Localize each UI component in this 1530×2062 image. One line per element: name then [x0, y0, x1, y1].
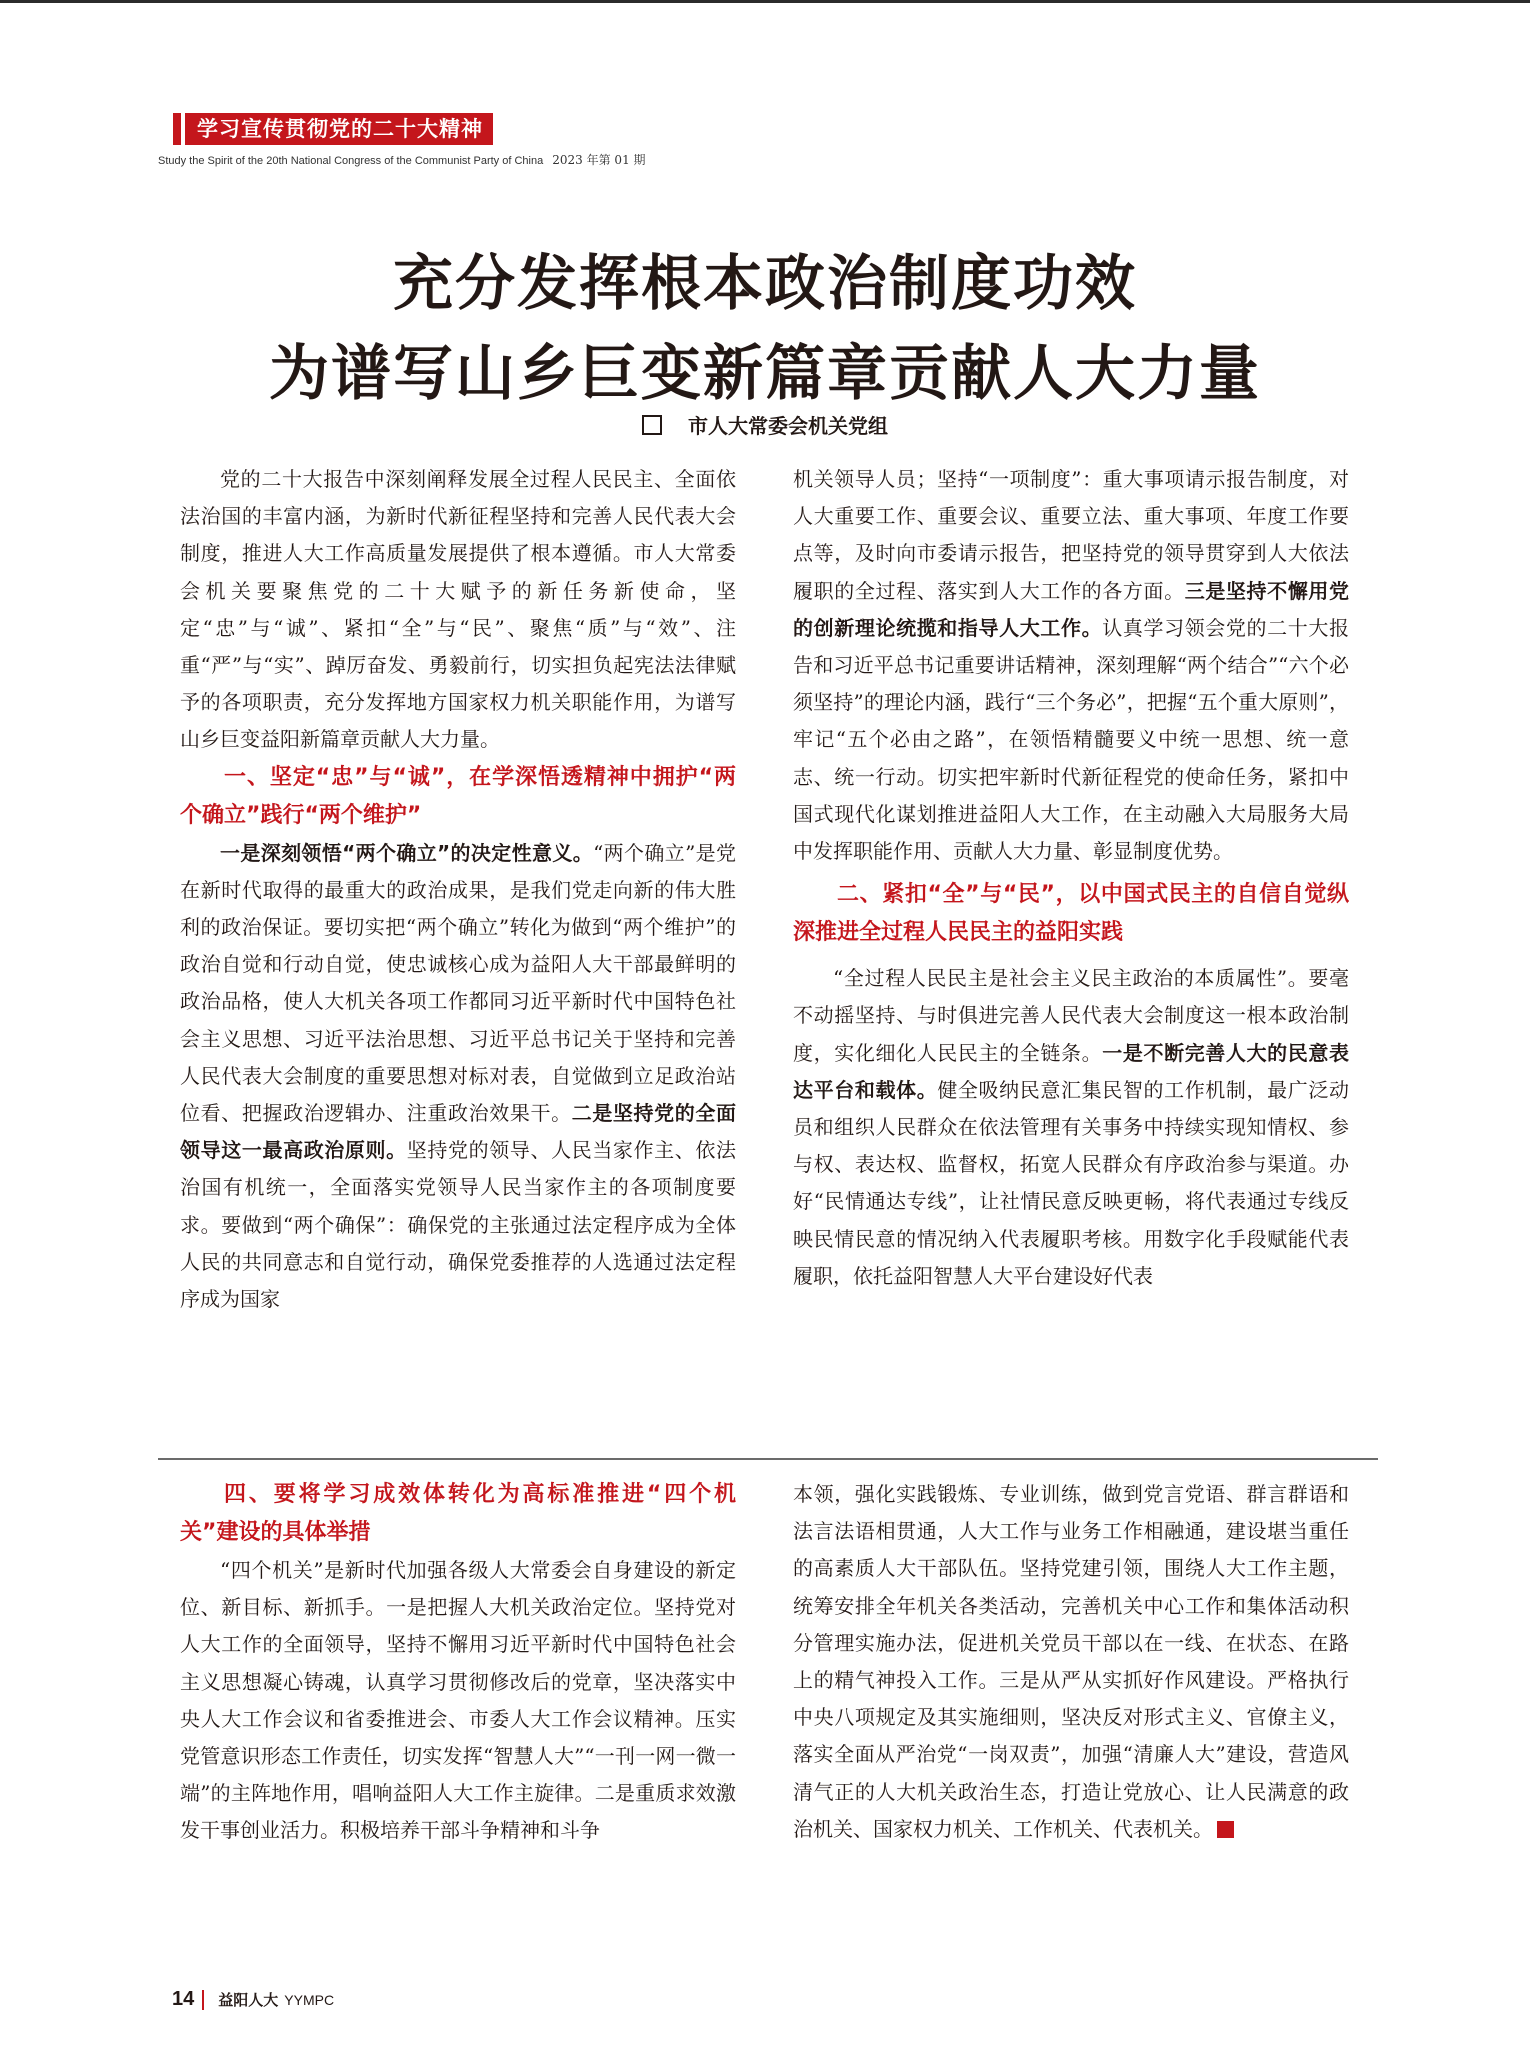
publication-name: 益阳人大 — [218, 1991, 279, 2009]
page-number: 14 — [172, 1988, 195, 2010]
section-subtitle — [158, 151, 646, 168]
page-footer — [172, 1988, 334, 2011]
paragraph-section-2 — [793, 960, 1349, 1295]
article-title-line-2: 为谱写山乡巨变新篇章贡献人大力量 — [269, 339, 1261, 409]
section-label: 学习宣传贯彻党的二十大精神 — [185, 113, 493, 145]
banner-accent-bar — [173, 113, 181, 145]
top-rule — [0, 0, 1530, 3]
body-text: 坚持党的领导、人民当家作主、依法治国有机统一，全面落实党领导人民当家作主的各项制度要求。要做到“两个确保”：确保党的主张通过法定程序成为全体人民的共同意志和自觉行动，确保党委推荐的人选通过法定程序成为国家 — [180, 1138, 737, 1312]
paragraph-section-4: “四个机关”是新时代加强各级人大常委会自身建设的新定位、新目标、新抓手。一是把握人大机关政治定位。坚持党对人大工作的全面领导，坚持不懈用习近平新时代中国特色社会主义思想凝心铸魂，认真学习贯彻修改后的党章，坚决落实中央人大工作会议和省委推进会、市委人大工作会议精神。压实党管意识形态工作责任，切实发挥“智慧人大”“一刊一网一微一端”的主阵地作用，唱响益阳人大工作主旋律。二是重质求效激发干事创业活力。积极培养干部斗争精神和斗争 — [180, 1558, 736, 1843]
column-upper-right — [793, 461, 1349, 1295]
column-lower-right — [793, 1476, 1349, 1848]
intro-paragraph: 党的二十大报告中深刻阐释发展全过程人民民主、全面依法治国的丰富内涵，为新时代新征程坚持和完善人民代表大会制度，推进人大工作高质量发展提供了根本遵循。市人大常委会机关要聚焦党的二十大赋予的新任务新使命，坚定“忠”与“诚”、紧扣“全”与“民”、聚焦“质”与“效”、注重“严”与“实”、踔厉奋发、勇毅前行，切实担负起宪法法律赋予的各项职责，充分发挥地方国家权力机关职能作用，为谱写山乡巨变益阳新篇章贡献人大力量。 — [180, 467, 736, 752]
paragraph-continued — [793, 461, 1349, 870]
heading-section-2: 二、紧扣“全”与“民”，以中国式民主的自信自觉纵深推进全过程人民民主的益阳实践 — [793, 882, 1349, 946]
body-text: “两个确立”是党在新时代取得的最重大的政治成果，是我们党走向新的伟大胜利的政治保证。要切实把“两个确立”转化为做到“两个维护”的政治自觉和行动自觉，使忠诚核心成为益阳人大干部最鲜明的政治品格，使人大机关各项工作都同习近平新时代中国特色社会主义思想、习近平法治思想、习近平总书记关于坚持和完善人民代表大会制度的重要思想对标对表，自觉做到立足政治站位看、把握政治逻辑办、注重政治效果干。 — [180, 840, 737, 1126]
bold-lead-1: 一是深刻领悟“两个确立”的决定性意义。 — [220, 840, 594, 865]
end-mark-icon — [1217, 1821, 1234, 1838]
paragraph-section-1 — [180, 835, 736, 1319]
subtitle-english: Study the Spirit of the 20th National Congress of the Communist Party of China — [158, 155, 544, 167]
heading-section-4: 四、要将学习成效体转化为高标准推进“四个机关”建设的具体举措 — [180, 1482, 736, 1545]
body-text: 认真学习领会党的二十大报告和习近平总书记重要讲话精神，深刻理解“两个结合”“六个必须坚持”的理论内涵，践行“三个务必”，把握“五个重大原则”，牢记“五个必由之路”，在领悟精髓要义中统一思想、统一意志、统一行动。切实把牢新时代新征程党的使命任务，紧扣中国式现代化谋划推进益阳人大工作，在主动融入大局服务大局中发挥职能作用、贡献人大力量、彰显制度优势。 — [793, 615, 1350, 864]
bold-lead-4: 一是不断完善人大的民意表达平台和载体。 — [793, 1040, 1350, 1102]
article-title-line-1: 充分发挥根本政治制度功效 — [393, 249, 1137, 319]
section-banner — [173, 113, 493, 145]
bold-lead-2: 二是坚持党的全面领导这一最高政治原则。 — [180, 1101, 737, 1163]
column-upper-left — [180, 461, 736, 1318]
article-author — [0, 410, 1530, 439]
issue-number: 2023 年第 01 期 — [552, 153, 646, 167]
heading-section-1: 一、坚定“忠”与“诚”，在学深悟透精神中拥护“两个确立”践行“两个维护” — [180, 764, 736, 828]
square-bullet-icon — [642, 415, 662, 435]
section-divider — [158, 1458, 1378, 1460]
column-lower-left — [180, 1476, 736, 1850]
bold-lead-3: 三是坚持不懈用党的创新理论统揽和指导人大工作。 — [793, 578, 1350, 640]
body-text: 本领，强化实践锻炼、专业训练，做到党言党语、群言群语和法言法语相贯通，人大工作与业务工作相融通，建设堪当重任的高素质人大干部队伍。坚持党建引领，围绕人大工作主题，统筹安排全年机关各类活动，完善机关中心工作和集体活动积分管理实施办法，促进机关党员干部以在一线、在状态、在路上的精气神投入工作。三是从严从实抓好作风建设。严格执行中央八项规定及其实施细则，坚决反对形式主义、官僚主义，落实全面从严治党“一岗双责”，加强“清廉人大”建设，营造风清气正的人大机关政治生态，打造让党放心、让人民满意的政治机关、国家权力机关、工作机关、代表机关。 — [793, 1482, 1349, 1841]
author-name: 市人大常委会机关党组 — [688, 414, 888, 438]
publication-code: YYMPC — [284, 1991, 335, 2008]
paragraph-section-4-continued — [793, 1476, 1349, 1848]
body-text: 健全吸纳民意汇集民智的工作机制，最广泛动员和组织人民群众在依法管理有关事务中持续实现知情权、参与权、表达权、监督权，拓宽人民群众有序政治参与渠道。办好“民情通达专线”，让社情民意反映更畅，将代表通过专线反映民情民意的情况纳入代表履职考核。用数字化手段赋能代表履职，依托益阳智慧人大平台建设好代表 — [793, 1077, 1350, 1288]
footer-separator — [202, 1990, 204, 2010]
body-text: “全过程人民民主是社会主义民主政治的本质属性”。要毫不动摇坚持、与时俱进完善人民代表大会制度这一根本政治制度，实化细化人民民主的全链条。 — [793, 966, 1349, 1065]
body-text: 机关领导人员；坚持“一项制度”：重大事项请示报告制度，对人大重要工作、重要会议、重要立法、重大事项、年度工作要点等，及时向市委请示报告，把坚持党的领导贯穿到人大依法履职的全过程、落实到人大工作的各方面。 — [793, 467, 1349, 603]
